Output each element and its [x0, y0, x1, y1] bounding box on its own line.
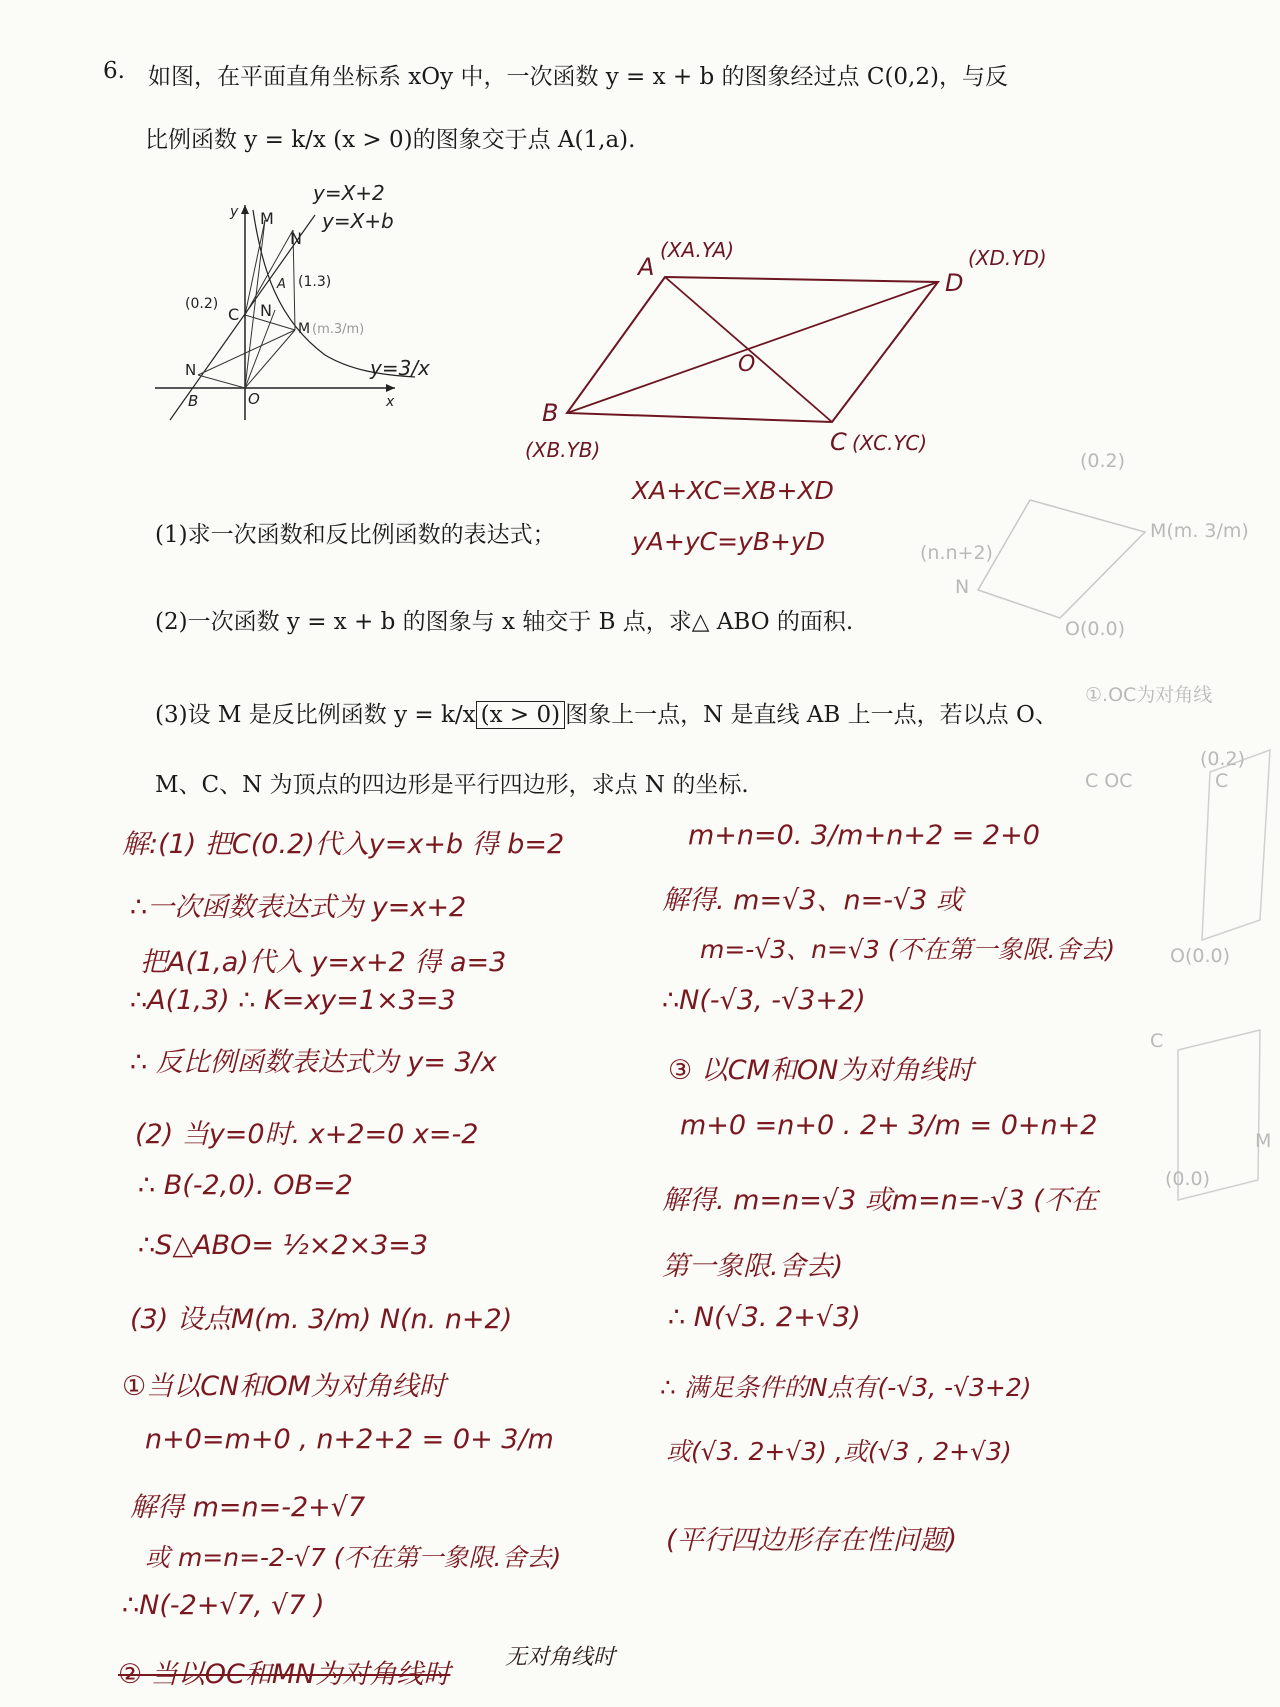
aux-line-nm [198, 330, 295, 375]
sol-left-5: ∴ 反比例函数表达式为 y= 3/x [130, 1047, 497, 1078]
label-c-coord: (0.2) [185, 296, 219, 312]
sol-left-10: ①当以CN和OM为对角线时 [122, 1371, 446, 1402]
vertex-b-coord: (XB.YB) [525, 438, 601, 462]
x-axis-arrow [386, 384, 395, 392]
margin-note-6: ①.OC为对角线 [1085, 684, 1213, 706]
sol-left-12: 解得 m=n=-2+√7 [130, 1492, 366, 1523]
label-n-left: N [185, 361, 197, 379]
margin-note-10: O(0.0) [1170, 945, 1230, 967]
sol-right-4: ∴N(-√3, -√3+2) [662, 985, 866, 1016]
label-n-top: N [290, 229, 302, 248]
question-3-prefix: (3)设 M 是反比例函数 y = k/x [155, 702, 476, 728]
sol-right-6: m+0 =n+0 . 2+ 3/m = 0+n+2 [680, 1110, 1098, 1141]
function-graph [150, 170, 440, 440]
center-o: O [738, 352, 756, 377]
label-line-x-plus-2: y=X+2 [313, 181, 385, 205]
vertex-a: A [638, 253, 655, 281]
sol-left-11: n+0=m+0 , n+2+2 = 0+ 3/m [145, 1424, 554, 1455]
pencil-sketch-2 [1202, 750, 1270, 940]
sol-right-2: 解得. m=√3、n=-√3 或 [662, 885, 963, 916]
vertex-c: C [830, 428, 847, 456]
sol-left-8: ∴S△ABO= ½×2×3=3 [138, 1230, 429, 1261]
pencil-sketch-1 [978, 500, 1145, 618]
label-b: B [188, 392, 199, 410]
sol-left-15: ② 当以OC和MN为对角线时 [118, 1659, 451, 1690]
parallelogram-shape [567, 277, 938, 422]
sol-right-7: 解得. m=n=√3 或m=n=-√3 (不在 [662, 1185, 1098, 1216]
vertex-c-coord: (XC.YC) [852, 431, 928, 455]
sol-right-12: (平行四边形存在性问题) [666, 1525, 958, 1556]
sol-right-11: 或(√3. 2+√3) ,或(√3 , 2+√3) [666, 1437, 1012, 1466]
sol-left-13: 或 m=n=-2-√7 (不在第一象限.舍去) [145, 1543, 562, 1572]
sol-right-3: m=-√3、n=√3 (不在第一象限.舍去) [700, 935, 1116, 964]
curve-inverse [253, 210, 415, 377]
margin-note-11: M [1255, 1130, 1272, 1152]
sol-right-9: ∴ N(√3. 2+√3) [668, 1302, 861, 1333]
vertex-d: D [945, 269, 964, 297]
problem-number: 6. [103, 58, 125, 84]
sol-left-2: ∴一次函数表达式为 y=x+2 [130, 892, 467, 923]
label-c: C [228, 305, 240, 324]
sol-left-9: (3) 设点M(m. 3/m) N(n. n+2) [130, 1304, 513, 1335]
problem-line-1: 如图，在平面直角坐标系 xOy 中，一次函数 y = x + b 的图象经过点 C(0,2)，与反 [148, 64, 1008, 90]
margin-note-12: (0.0) [1165, 1168, 1211, 1190]
sol-left-6: (2) 当y=0时. x+2=0 x=-2 [135, 1119, 479, 1150]
label-m-top: M [260, 209, 274, 228]
aux-line-om2 [245, 330, 295, 388]
margin-note-5: O(0.0) [1065, 618, 1125, 640]
sol-right-10: ∴ 满足条件的N点有(-√3, -√3+2) [660, 1373, 1032, 1402]
sol-left-14: ∴N(-2+√7, √7 ) [122, 1590, 325, 1621]
sol-right-8: 第一象限.舍去) [662, 1251, 844, 1282]
sol-left-7: ∴ B(-2,0). OB=2 [138, 1170, 353, 1201]
pencil-sketches [910, 440, 1270, 1320]
vertex-d-coord: (XD.YD) [968, 246, 1047, 270]
diagonal-bd [567, 282, 938, 413]
margin-note-7: (0.2) [1200, 748, 1246, 770]
question-1: (1)求一次函数和反比例函数的表达式； [155, 522, 556, 548]
label-line-x-plus-b: y=X+b [322, 209, 394, 233]
label-m-coord: (m.3/m) [312, 322, 365, 337]
vertex-b: B [542, 399, 559, 427]
label-m-right: M [298, 321, 311, 337]
label-x-axis: x [386, 394, 395, 410]
label-a: A [277, 277, 286, 292]
question-3-boxed-domain: (x > 0) [476, 701, 565, 729]
question-3-line-2: M、C、N 为顶点的四边形是平行四边形，求点 N 的坐标. [155, 772, 749, 798]
formula-y: yA+yC=yB+yD [632, 527, 825, 556]
sol-left-3: 把A(1,a)代入 y=x+2 得 a=3 [140, 947, 507, 978]
formula-x: XA+XC=XB+XD [632, 476, 834, 505]
problem-line-2: 比例函数 y = k/x (x > 0)的图象交于点 A(1,a). [145, 127, 636, 153]
margin-note-1: (0.2) [1080, 450, 1126, 472]
sol-right-5: ③ 以CM和ON为对角线时 [668, 1055, 974, 1086]
sol-right-1: m+n=0. 3/m+n+2 = 2+0 [688, 820, 1040, 851]
sol-left-4: ∴A(1,3) ∴ K=xy=1×3=3 [130, 985, 456, 1016]
label-o: O [248, 390, 260, 408]
scribble-note: 无对角线时 [505, 1645, 616, 1670]
label-n-mid: N [260, 301, 272, 320]
question-3-suffix: 图象上一点，N 是直线 AB 上一点，若以点 O、 [565, 702, 1058, 728]
margin-note-3: (n.n+2) [920, 542, 993, 564]
label-y-axis: y [230, 204, 239, 220]
margin-note-13: C [1150, 1030, 1164, 1052]
parallelogram-diagram [520, 225, 1047, 475]
vertex-a-coord: (XA.YA) [660, 238, 735, 262]
margin-note-8: C [1215, 770, 1229, 792]
y-axis-arrow [241, 205, 249, 214]
margin-note-2: M(m. 3/m) [1150, 520, 1249, 542]
label-a-coord: (1.3) [298, 274, 332, 290]
sol-left-1: 解:(1) 把C(0.2)代入y=x+b 得 b=2 [122, 829, 565, 860]
margin-note-9: C OC [1085, 770, 1133, 792]
aux-line-no [198, 375, 245, 388]
label-curve: y=3/x [370, 356, 430, 380]
question-2: (2)一次函数 y = x + b 的图象与 x 轴交于 B 点，求△ ABO 的面积. [155, 609, 854, 635]
margin-note-4: N [955, 576, 970, 598]
